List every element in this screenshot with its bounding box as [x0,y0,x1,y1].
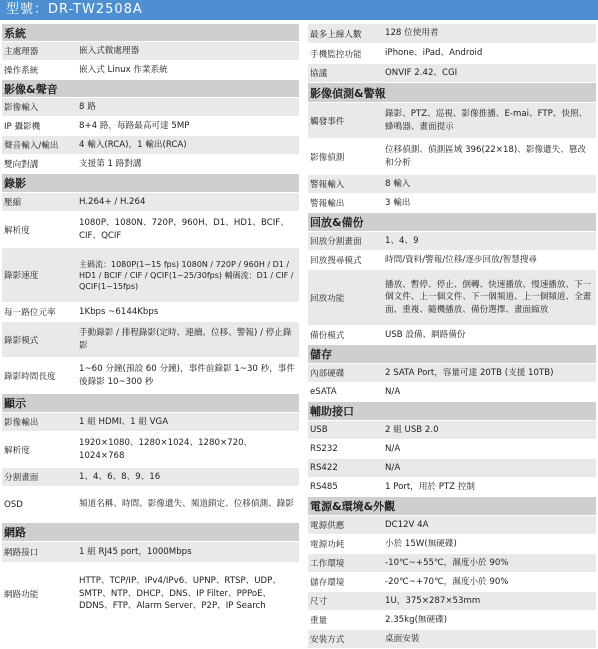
spec-label: 內部硬碟 [310,369,345,379]
spec-row [308,64,596,83]
spec-row [308,326,596,345]
spec-row [308,459,596,478]
spec-label: 網路接口 [4,548,39,558]
spec-value: 主碼流：1080P(1~15 fps) 1080N / 720P / 960H / D1 / HD1 / BCIF / CIF / QCIF(1~25/30fps) 輔碼流：D1 / CIF / QCIF(1~15fps) [79,259,294,291]
spec-value: 手動錄影 / 排程錄影(定時、連續、位移、警報) / 停止錄影 [79,328,292,351]
spec-value: 1、4、9 [385,235,419,246]
spec-row [2,542,299,563]
spec-value: 支援第 1 路對講 [79,158,142,169]
spec-value: 1 組 RJ45 port，1000Mbps [79,546,192,557]
spec-value: N/A [385,443,401,454]
spec-label: RS485 [310,482,338,492]
section-header: 儲存 [308,345,596,364]
model-number: DR-TW2508A [48,2,143,17]
spec-row [2,563,299,626]
section-header: 影像&聲音 [2,80,299,98]
spec-row [308,251,596,270]
spec-label: 操作系統 [4,66,39,76]
spec-row [2,98,299,117]
spec-row [2,413,299,432]
spec-value: 1080P、1080N、720P、960H、D1、HD1、BCIF、CIF、QCIF [79,218,289,241]
spec-label: 主處理器 [4,47,39,57]
spec-row [2,303,299,322]
spec-label: 警報輸出 [310,199,345,209]
spec-row [308,592,596,611]
spec-row [308,364,596,383]
spec-value: 1 組 HDMI、1 組 VGA [79,416,169,427]
spec-label: 解析度 [4,445,30,456]
spec-value: HTTP、TCP/IP、IPv4/IPv6、UPNP、RTSP、UDP、SMTP、NTP、DHCP、DNS、IP Filter、PPPoE、DDNS、FTP、Alarm Server、P2P、IP Search [79,576,281,612]
spec-value: 8+4 路，每路最高可達 5MP [79,120,190,131]
spec-label: IP 攝影機 [4,122,41,132]
spec-value: 8 路 [79,101,96,112]
spec-label: 觸發事件 [310,116,345,127]
spec-value: 1U，375×287×53mm [385,595,481,606]
spec-value: 1920×1080、1280×1024、1280×720、1024×768 [79,438,253,461]
spec-value: -10℃~+55℃，濕度小於 90% [385,557,509,568]
spec-value: 播放、暫停、停止、倒轉、快速播放、慢速播放、下一個文件、上一個文件、下一個頻道、上一個頻道、全畫面、重複、隨機播放、備份選擇、畫面縮放 [385,279,592,315]
spec-label: 壓縮 [4,198,22,208]
spec-row [2,155,299,174]
spec-label: 手機監控功能 [310,49,362,60]
section-header: 系統 [2,24,299,42]
spec-value: 2 SATA Port，容量可達 20TB (支援 10TB) [385,367,554,378]
spec-value: 128 位使用者 [385,28,439,39]
spec-label: 回放分割畫面 [310,237,362,247]
spec-label: 回放功能 [310,293,345,304]
spec-row [308,103,596,139]
spec-value: 2 組 USB 2.0 [385,424,439,435]
spec-row [308,440,596,459]
section-header: 錄影 [2,174,299,193]
spec-label: 協議 [310,69,328,79]
spec-value: 1~60 分鐘(預設 60 分鐘)，事件前錄影 1~30 秒，事件後錄影 10~300 秒 [79,364,296,387]
spec-label: 儲存環境 [310,578,345,588]
spec-label: OSD [4,499,23,510]
spec-label: 工作環境 [310,559,345,569]
spec-row [2,468,299,487]
spec-label: 解析度 [4,225,30,236]
spec-row [2,432,299,468]
spec-label: 尺寸 [310,597,328,607]
spec-row [308,554,596,573]
spec-value: 1Kbps ~6144Kbps [79,306,159,317]
section-header: 顯示 [2,394,299,413]
spec-value: 4 輸入(RCA)，1 輸出(RCA) [79,139,187,150]
spec-row [308,516,596,535]
spec-value: N/A [385,386,401,397]
section-header: 網路 [2,523,299,542]
spec-row [308,535,596,554]
spec-row [2,248,299,303]
spec-row [308,421,596,440]
section-header: 回放&備份 [308,213,596,232]
section-header: 影像偵測&警報 [308,83,596,103]
spec-row [308,573,596,592]
spec-label: 錄影速度 [4,271,39,281]
spec-value: iPhone、iPad、Android [385,48,483,59]
spec-row [2,42,299,61]
spec-label: 分割畫面 [4,473,39,483]
spec-row [2,117,299,136]
spec-row [308,24,596,44]
spec-value: USB 設備、網路備份 [385,329,466,340]
spec-row [308,630,596,649]
spec-row [2,322,299,358]
model-label: 型號： [6,2,49,17]
spec-row [2,358,299,394]
spec-value: ONVIF 2.42、CGI [385,67,458,78]
spec-value: 頻道名稱、時間、影像遺失、頻道鎖定、位移偵測、錄影 [79,499,294,510]
spec-row [2,193,299,212]
spec-row [2,212,299,248]
spec-row [308,383,596,402]
section-header: 電源&環境&外觀 [308,497,596,516]
spec-label: 錄影時間長度 [4,371,56,382]
spec-value: 桌面安裝 [385,633,420,644]
spec-value: -20℃~+70℃，濕度小於 90% [385,576,509,587]
spec-label: 每一路位元率 [4,308,56,318]
spec-label: 雙向對講 [4,160,39,170]
spec-label: USB [310,425,328,435]
spec-row [308,611,596,630]
spec-label: eSATA [310,387,337,397]
spec-value: 1 Port，用於 PTZ 控制 [385,481,475,492]
title-bar [0,0,598,20]
spec-row [2,61,299,80]
spec-label: 回放搜尋模式 [310,256,362,266]
spec-row [308,194,596,213]
spec-value: 嵌入式 Linux 作業系統 [79,64,168,75]
spec-value: 1、4、6、8、9、16 [79,471,161,482]
spec-row [308,478,596,497]
spec-value: DC12V 4A [385,519,429,530]
spec-label: 網路功能 [4,590,39,600]
spec-label: RS422 [310,463,338,473]
spec-label: 影像輸出 [4,418,39,428]
spec-value: 8 輸入 [385,178,411,189]
section-header: 輔助接口 [308,402,596,421]
spec-row [308,232,596,251]
spec-value: 小於 15W(無硬碟) [385,538,457,549]
spec-label: 影像輸入 [4,103,39,113]
spec-value: H.264+ / H.264 [79,196,146,207]
spec-row [308,44,596,64]
spec-value: 時間/資料/警報/位移/逐步回放/智慧搜尋 [385,254,537,265]
spec-label: RS232 [310,444,338,454]
spec-row [2,487,299,523]
spec-value: 錄影、PTZ、巡視、影像推播、E-mai、FTP、快照、蜂鳴器、畫面提示 [385,109,588,132]
spec-label: 影像偵測 [310,152,345,163]
spec-label: 重量 [310,616,328,626]
spec-row [308,139,596,175]
spec-row [2,136,299,155]
spec-value: N/A [385,462,401,473]
spec-label: 安裝方式 [310,635,345,645]
spec-label: 最多上線人數 [310,29,362,40]
spec-value: 2.35kg(無硬碟) [385,614,448,625]
spec-row [308,270,596,326]
spec-label: 警報輸入 [310,180,345,190]
right-spec-column [308,24,596,649]
spec-label: 備份模式 [310,331,345,341]
spec-label: 錄影模式 [4,335,39,346]
spec-label: 電源功耗 [310,540,345,550]
spec-label: 電源供應 [310,521,345,531]
spec-value: 3 輸出 [385,197,411,208]
spec-label: 聲音輸入/輸出 [4,141,59,151]
spec-row [308,175,596,194]
spec-value: 位移偵測、偵測區域 396(22×18)、影像遺失、篡改和分析 [385,145,587,168]
left-spec-column [2,24,299,626]
spec-value: 嵌入式微處理器 [79,45,140,56]
